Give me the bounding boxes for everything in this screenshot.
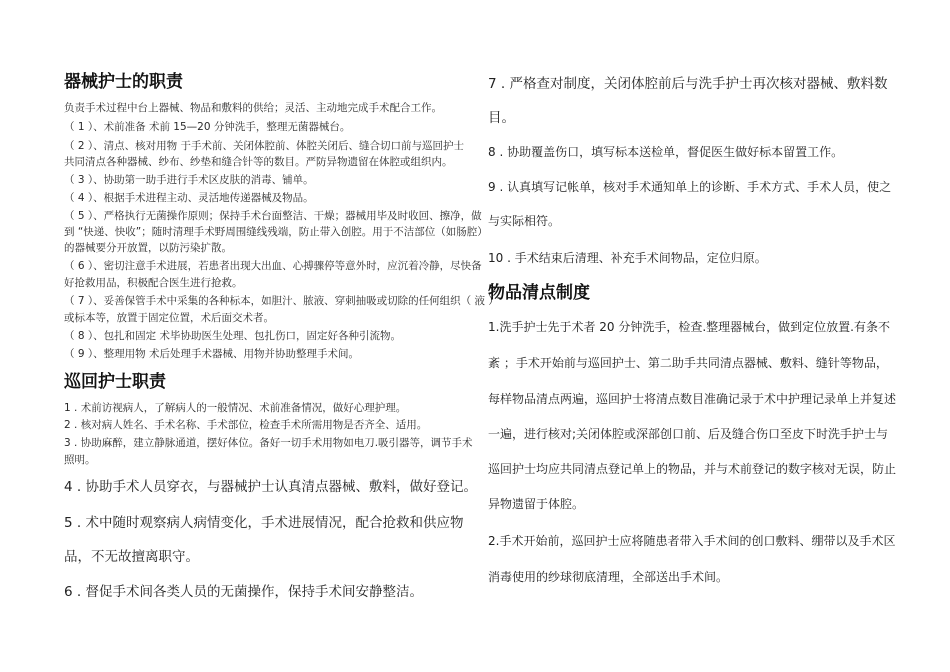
section-title-circulating-nurse: 巡回护士职责 xyxy=(64,372,166,392)
text-line: 紊 ；手术开始前与巡回护士、第二助手共同清点器械、敷料、缝针等物品， xyxy=(488,356,888,370)
text-line: （ 5 ）、严格执行无菌操作原则；保持手术台面整洁、干燥；器械用毕及时收回、擦净，做 xyxy=(64,210,482,222)
text-line: 负责手术过程中台上器械、物品和敷料的供给；灵活、主动地完成手术配合工作。 xyxy=(64,102,442,114)
text-line: 2 . 核对病人姓名、手术名称、手术部位，检查手术所需用物是否齐全、适用。 xyxy=(64,419,428,431)
text-line: （ 1 ）、术前准备 术前 15—20 分钟洗手，整理无菌器械台。 xyxy=(64,121,351,133)
text-line: （ 9 ）、整理用物 术后处理手术器械、用物并协助整理手术间。 xyxy=(64,348,359,360)
text-line: 3 . 协助麻醉，建立静脉通道，摆好体位。备好一切手术用物如电刀.吸引器等，调节手术 xyxy=(64,437,473,449)
text-line: （ 7 ）、妥善保管手术中采集的各种标本，如胆汁、脓液、穿刺抽吸或切除的任何组织（ 液 ） xyxy=(64,295,499,307)
text-line: 与实际相符。 xyxy=(488,214,561,228)
text-line: 1.洗手护士先于术者 20 分钟洗手，检查.整理器械台，做到定位放置.有条不 xyxy=(488,320,890,334)
text-line: 1 . 术前访视病人，了解病人的一般情况、术前准备情况，做好心理护理。 xyxy=(64,402,407,414)
text-line: （ 8 ）、包扎和固定 术毕协助医生处理、包扎伤口，固定好各种引流物。 xyxy=(64,330,401,342)
text-line: 或标本等，放置于固定位置，术后面交术者。 xyxy=(64,312,274,324)
text-line: 目。 xyxy=(488,110,515,126)
text-line: 10 . 手术结束后清理、补充手术间物品，定位归原。 xyxy=(488,251,767,265)
text-line: 2.手术开始前，巡回护士应将随患者带入手术间的创口敷料、绷带以及手术区 xyxy=(488,534,896,548)
text-line: 7 . 严格查对制度，关闭体腔前后与洗手护士再次核对器械、敷料数 xyxy=(488,76,888,92)
text-line: 每样物品清点两遍，巡回护士将清点数目准确记录于术中护理记录单上并复述 xyxy=(488,392,897,406)
text-line: 8 . 协助覆盖伤口，填写标本送检单，督促医生做好标本留置工作。 xyxy=(488,145,844,159)
text-line: 6 . 督促手术间各类人员的无菌操作，保持手术间安静整洁。 xyxy=(64,584,423,600)
text-line: 4 . 协助手术人员穿衣，与器械护士认真清点器械、敷料，做好登记。 xyxy=(64,479,477,495)
text-line: 好抢救用品，积极配合医生进行抢救。 xyxy=(64,277,243,289)
text-line: 的器械要分开放置，以防污染扩散。 xyxy=(64,242,232,254)
text-line: 9 . 认真填写记帐单，核对手术通知单上的诊断、手术方式、手术人员，使之 xyxy=(488,180,892,194)
text-line: （ 4 ）、根据手术进程主动、灵活地传递器械及物品。 xyxy=(64,192,314,204)
text-line: 共同清点各种器械、纱布、纱垫和缝合针等的数目。严防异物遗留在体腔或组织内。 xyxy=(64,156,453,168)
text-line: 照明。 xyxy=(64,454,96,466)
section-title-item-count-policy: 物品清点制度 xyxy=(488,283,590,303)
text-line: 品，不无故擅离职守。 xyxy=(64,549,199,565)
text-line: （ 6 ）、密切注意手术进展，若患者出现大出血、心搏骤停等意外时，应沉着冷静，尽快备 xyxy=(64,260,482,272)
text-line: （ 3 ）、协助第一助手进行手术区皮肤的消毒、铺单。 xyxy=(64,174,314,186)
text-line: 一遍，进行核对;关闭体腔或深部创口前、后及缝合伤口至皮下时洗手护士与 xyxy=(488,427,889,441)
text-line: 5 . 术中随时观察病人病情变化，手术进展情况，配合抢救和供应物 xyxy=(64,515,464,531)
text-line: （ 2 ）、清点、核对用物 于手术前、关闭体腔前、体腔关闭后、缝合切口前与巡回护士 xyxy=(64,140,464,152)
text-line: 异物遗留于体腔。 xyxy=(488,497,585,511)
section-title-scrub-nurse: 器械护士的职责 xyxy=(64,72,183,92)
text-line: 巡回护士均应共同清点登记单上的物品，并与术前登记的数字核对无误，防止 xyxy=(488,462,897,476)
text-line: 到 “快递、快收”；随时清理手术野周围缝线残端，防止带入创腔。用于不洁部位（如肠腔） xyxy=(64,226,488,238)
text-line: 消毒使用的纱球彻底清理，全部送出手术间。 xyxy=(488,570,729,584)
